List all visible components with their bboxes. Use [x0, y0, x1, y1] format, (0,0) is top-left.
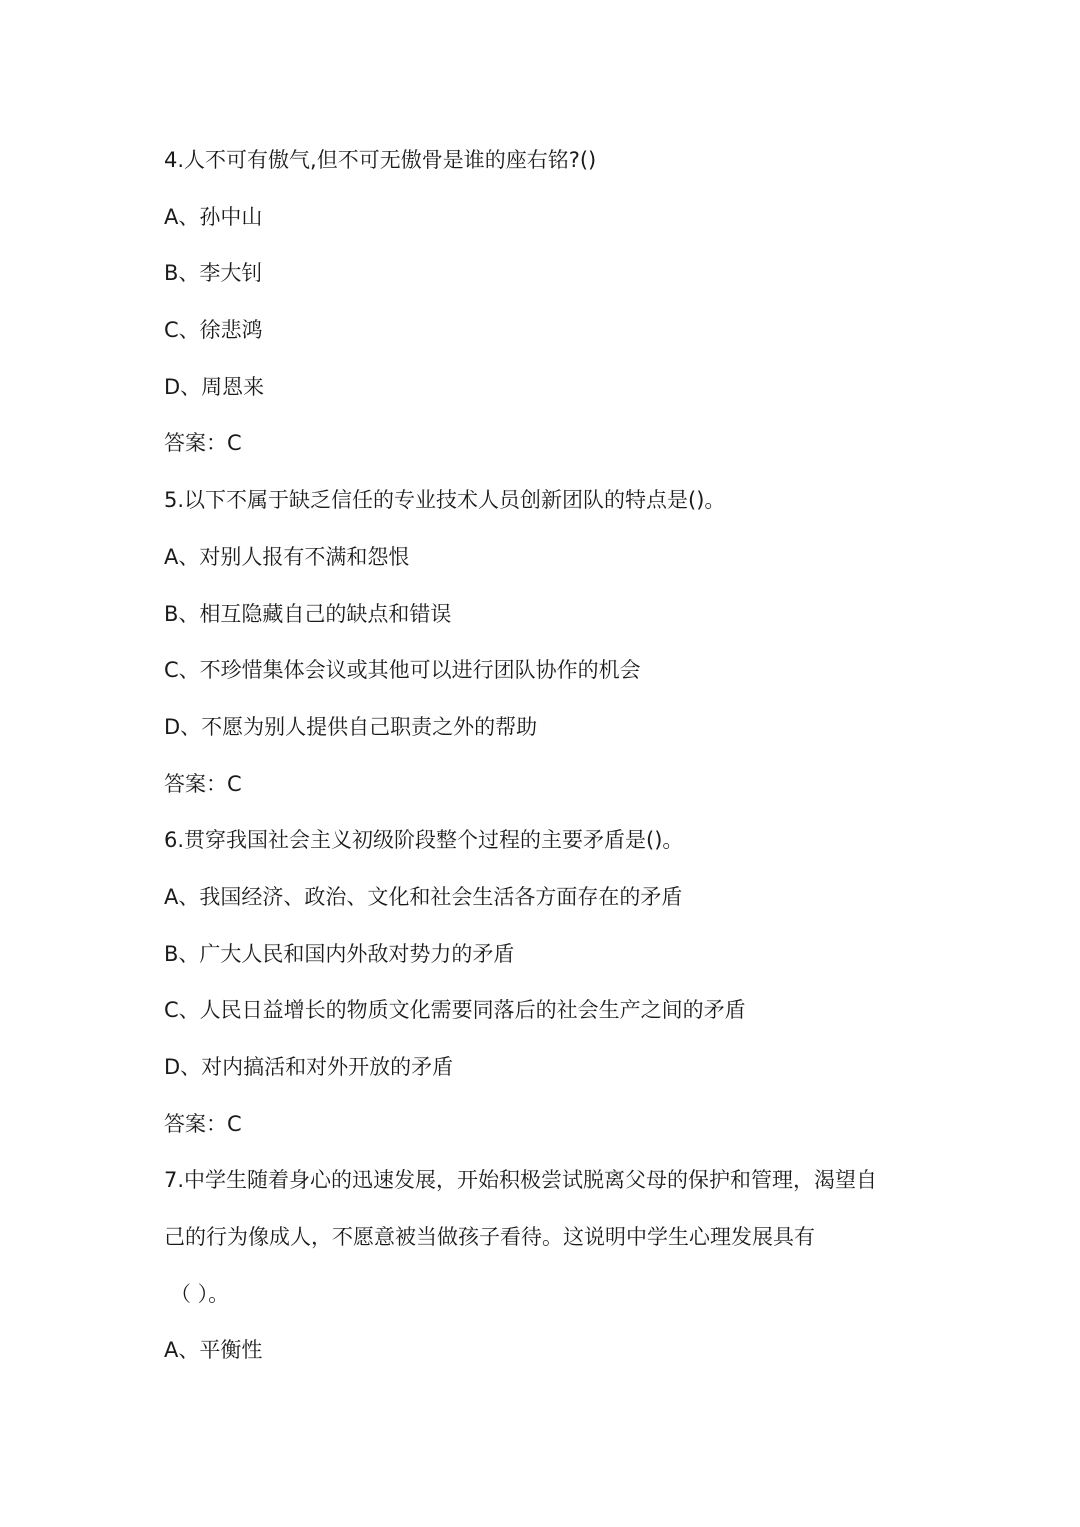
answer-line: 答案：C — [164, 771, 242, 796]
answer-line: 答案：C — [164, 1111, 242, 1136]
question-stem: 己的行为像成人，不愿意被当做孩子看待。这说明中学生心理发展具有 — [164, 1225, 815, 1250]
option-a: A、对别人报有不满和怨恨 — [164, 544, 410, 569]
question-list — [164, 132, 924, 1379]
option-c: C、徐悲鸿 — [164, 318, 263, 343]
answer-line: 答案：C — [164, 431, 242, 456]
option-b: B、相互隐藏自己的缺点和错误 — [164, 601, 452, 626]
question-stem: 5.以下不属于缺乏信任的专业技术人员创新团队的特点是()。 — [164, 488, 726, 513]
option-c: C、人民日益增长的物质文化需要同落后的社会生产之间的矛盾 — [164, 998, 746, 1023]
option-b: B、广大人民和国内外敌对势力的矛盾 — [164, 941, 515, 966]
option-a: A、孙中山 — [164, 204, 263, 229]
question-stem: （ ）。 — [170, 1281, 230, 1306]
option-a: A、平衡性 — [164, 1338, 263, 1363]
option-d: D、对内搞活和对外开放的矛盾 — [164, 1055, 454, 1079]
question-stem: 4.人不可有傲气,但不可无傲骨是谁的座右铭?() — [164, 148, 597, 172]
question-stem: 6.贯穿我国社会主义初级阶段整个过程的主要矛盾是()。 — [164, 828, 684, 853]
option-b: B、李大钊 — [164, 261, 263, 286]
option-d: D、不愿为别人提供自己职责之外的帮助 — [164, 714, 538, 739]
option-d: D、周恩来 — [164, 374, 265, 399]
question-stem: 7.中学生随着身心的迅速发展，开始积极尝试脱离父母的保护和管理，渴望自 — [164, 1168, 878, 1193]
option-c: C、不珍惜集体会议或其他可以进行团队协作的机会 — [164, 658, 641, 683]
option-a: A、我国经济、政治、文化和社会生活各方面存在的矛盾 — [164, 884, 683, 909]
